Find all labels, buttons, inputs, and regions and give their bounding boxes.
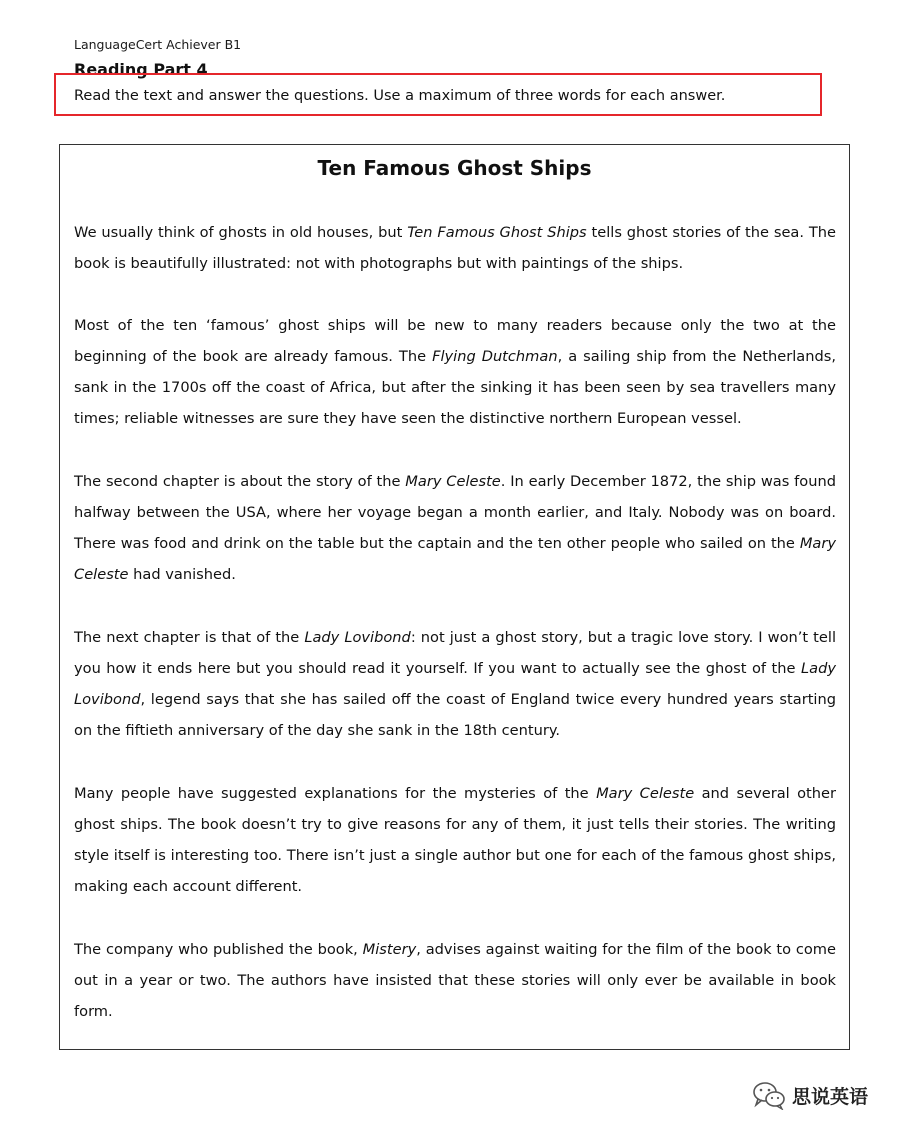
ship-name-italic: Lady Lovibond <box>74 660 836 708</box>
paragraph-3: The second chapter is about the story of the Mary Celeste. In early December 1872, the ship was found halfway between the USA, where her voyage began a month earlier, and Italy. Nobody was on board. There was food and drink on the table but the captain and the ten other people who sailed on the Mary Celeste had vanished. <box>74 473 836 583</box>
paragraph-2: Most of the ten ‘famous’ ghost ships will be new to many readers because only the two at the beginning of the book are already famous. The Flying Dutchman, a sailing ship from the Netherlands, sank in the 1700s off the coast of Africa, but after the sinking it has been seen by sea travellers many times; reliable witnesses are sure they have seen the distinctive northern European vessel. <box>74 317 836 427</box>
watermark-text: 思说英语 <box>792 1085 869 1108</box>
ship-name-italic: Flying Dutchman <box>432 348 558 365</box>
paragraph-5: Many people have suggested explanations for the mysteries of the Mary Celeste and several other ghost ships. The book doesn’t try to give reasons for any of them, it just tells their stories. The writing style itself is interesting too. There isn’t just a single author but one for each of the famous ghost ships, making each account different. <box>74 785 836 895</box>
ship-name-italic: Lady Lovibond <box>304 629 411 646</box>
reading-text-box <box>59 144 850 1050</box>
ship-name-italic: Mary Celeste <box>74 535 836 583</box>
paragraph-4: The next chapter is that of the Lady Lovibond: not just a ghost story, but a tragic love story. I won’t tell you how it ends here but you should read it yourself. If you want to actually see the ghost of the Lady Lovibond, legend says that she has sailed off the coast of England twice every hundred years starting on the fiftieth anniversary of the day she sank in the 18th century. <box>74 629 836 739</box>
exam-name: LanguageCert Achiever B1 <box>74 37 242 52</box>
publisher-name-italic: Mistery <box>362 941 417 958</box>
section-heading: Reading Part 4 <box>74 60 208 79</box>
article-title: Ten Famous Ghost Ships <box>317 156 592 180</box>
ship-name-italic: Mary Celeste <box>596 785 695 802</box>
watermark <box>752 1078 868 1112</box>
paragraph-1: We usually think of ghosts in old houses, but Ten Famous Ghost Ships tells ghost stories of the sea. The book is beautifully illustrated: not with photographs but with paintings of the ships. <box>74 224 836 272</box>
instruction-text: Read the text and answer the questions. Use a maximum of three words for each answer. <box>74 88 726 104</box>
wechat-icon <box>752 1080 786 1110</box>
book-title-italic: Ten Famous Ghost Ships <box>407 224 587 241</box>
paragraph-6: The company who published the book, Mistery, advises against waiting for the film of the book to come out in a year or two. The authors have insisted that these stories will only ever be available in book form. <box>74 941 836 1020</box>
ship-name-italic: Mary Celeste <box>405 473 501 490</box>
